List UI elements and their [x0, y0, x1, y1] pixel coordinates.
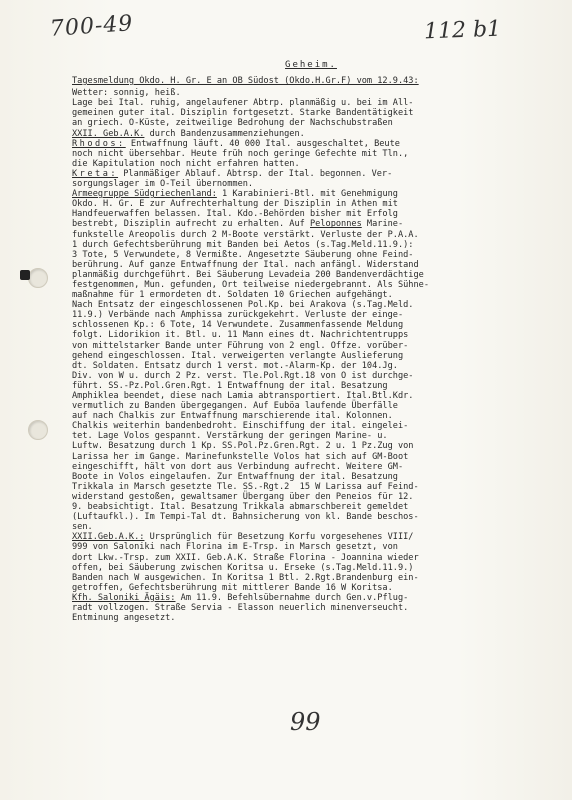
report-line-text: 3 Tote, 5 Verwundete, 8 Vermißte. Angesetzte Säuberung ohne Feind-	[72, 249, 414, 260]
report-line-text: gemeinen guter ital. Disziplin fortgesetzt. Starke Bandentätigkeit	[72, 108, 414, 119]
report-line	[72, 108, 550, 118]
report-line	[72, 593, 550, 603]
report-line-text: von mittelstarker Bande unter Führung von 2 engl. Offze. vorüber-	[72, 340, 409, 351]
report-line	[72, 472, 550, 482]
report-line	[72, 431, 550, 441]
report-line-text: Handfeuerwaffen belassen. Ital. Kdo.-Behörden bisher mit Erfolg	[72, 209, 398, 220]
report-line	[72, 219, 550, 229]
report-line-text: führt. SS.-Pz.Pol.Gren.Rgt. 1 Entwaffnung der ital. Besatzung	[72, 380, 388, 391]
report-line-text: 9. beabsichtigt. Ital. Besatzung Trikkala abmarschbereit gemeldet	[72, 502, 409, 513]
report-line-text: 999 von Saloniki nach Florina im E-Trsp. in Marsch gesetzt, von	[72, 542, 398, 553]
report-line-text: Boote in Volos eingelaufen. Zur Entwaffnung der ital. Besatzung	[72, 471, 398, 482]
report-line	[72, 129, 550, 139]
report-line	[72, 330, 550, 340]
report-line-text: XXII. Geb.A.K.	[72, 128, 145, 139]
report-line	[72, 270, 550, 280]
report-line	[72, 553, 550, 563]
report-line-text: Amphiklea beendet, diese nach Lamia abtransportiert. Ital.Btl.Kdr.	[72, 391, 414, 401]
handwritten-folio-number: 112 b1	[423, 16, 502, 45]
report-line-text: festgenommen, Mun. gefunden, Ort teilweise niedergebrannt. Als Sühne-	[72, 279, 429, 290]
report-line-text: Banden nach W ausgewichen. In Koritsa 1 Btl. 2.Rgt.Brandenburg ein-	[72, 572, 419, 583]
report-line	[72, 482, 550, 492]
report-header: Tagesmeldung Okdo. H. Gr. E an OB Südost (Okdo.H.Gr.F) vom 12.9.43:	[72, 76, 419, 87]
report-line	[72, 563, 550, 573]
report-line	[72, 391, 550, 401]
report-line	[72, 603, 550, 613]
report-line	[72, 98, 550, 108]
report-line-text: dort Lkw.-Trsp. zum XXII. Geb.A.K. Straße Florina - Joannina wieder	[72, 552, 419, 563]
report-line	[72, 240, 550, 250]
report-line-text: Kfh. Saloniki Ägäis:	[72, 592, 176, 603]
report-line	[72, 310, 550, 320]
report-line-text: Larissa her im Gange. Marinefunkstelle Volos hat sich auf GM-Boot	[72, 451, 409, 462]
report-line	[72, 381, 550, 391]
report-line-text: schlossenen Kp.: 6 Tote, 14 Verwundete. Zusammenfassende Meldung	[72, 320, 404, 331]
report-line	[72, 492, 550, 502]
report-line	[72, 462, 550, 472]
handwritten-page-number: 99	[290, 708, 321, 736]
report-line	[72, 199, 550, 209]
report-line	[72, 250, 550, 260]
report-line	[72, 341, 550, 351]
report-line-text: offen, bei Säuberung zwischen Koritsa u. Erseke (s.Tag.Meld.11.9.)	[72, 562, 414, 573]
report-line	[72, 159, 550, 169]
typed-report	[72, 60, 550, 623]
report-line-text: die Kapitulation noch nicht erfahren hatten.	[72, 158, 300, 169]
report-line	[72, 169, 550, 179]
report-line-text: planmäßig durchgeführt. Bei Säuberung Levadeia 200 Bandenverdächtige	[72, 269, 424, 280]
report-line	[72, 290, 550, 300]
report-line-text: Am 11.9. Befehlsübernahme durch Gen.v.Pflug-	[175, 592, 409, 603]
report-line-text: gehend eingeschlossen. Ital. verweigerten verlangte Auslieferung	[72, 350, 404, 361]
report-line	[72, 280, 550, 290]
classification-heading: Geheim.	[285, 60, 337, 70]
report-line-text: Lage bei Ital. ruhig, angelaufener Abtrp. planmäßig u. bei im All-	[72, 98, 414, 109]
report-line-text: dt. Soldaten. Entsatz durch 1 verst. mot.-Alarm-Kp. der 104.Jg.	[72, 360, 398, 371]
report-line	[72, 421, 550, 431]
report-line-text: 1 Karabinieri-Btl. mit Genehmigung	[216, 189, 398, 200]
report-line-text: Entminung angesetzt.	[72, 613, 176, 624]
report-line-text: noch nicht übersehbar. Heute früh noch geringe Gefechte mit Tln.,	[72, 148, 409, 159]
report-line	[72, 320, 550, 330]
report-line-text: Okdo. H. Gr. E zur Aufrechterhaltung der Disziplin in Athen mit	[72, 199, 398, 210]
punch-hole	[28, 268, 48, 288]
report-line	[72, 613, 550, 623]
report-line-text: Wetter: sonnig, heiß.	[72, 88, 181, 99]
report-line	[72, 260, 550, 270]
report-line-text: an griech. O-Küste, zeitweilige Bedrohung der Nachschubstraßen	[72, 118, 393, 129]
report-line-text: maßnahme für 1 ermordeten dt. Soldaten 10 Griechen aufgehängt.	[72, 290, 393, 301]
binder-mark	[20, 270, 30, 280]
report-line-text: Div. von W u. durch 2 Pz. verst. Tle.Pol.Rgt.18 von O ist durchge-	[72, 370, 414, 381]
report-line	[72, 573, 550, 583]
punch-hole	[28, 420, 48, 440]
report-line	[72, 452, 550, 462]
report-line-text: radt vollzogen. Straße Servia - Elasson neuerlich minenverseucht.	[72, 602, 409, 613]
report-line	[72, 179, 550, 189]
report-line-text: vermutlich zu Banden übergegangen. Auf Euböa laufende Überfälle	[72, 401, 398, 412]
report-line-text: Luftw. Besatzung durch 1 Kp. SS.Pol.Pz.Gren.Rgt. 2 u. 1 Pz.Zug von	[72, 441, 414, 452]
report-line	[72, 411, 550, 421]
report-line	[72, 118, 550, 128]
report-line	[72, 583, 550, 593]
report-line-text: Peloponnes	[310, 219, 362, 230]
report-line	[72, 502, 550, 512]
report-line-text: Marine-	[361, 219, 404, 230]
report-line	[72, 361, 550, 371]
report-line	[72, 300, 550, 310]
report-line-text: getroffen, Gefechtsberührung mit mittlerer Bande 16 W Koritsa.	[72, 582, 393, 593]
report-line-text: Chalkis weiterhin bandenbedroht. Einschiffung der ital. eingelei-	[72, 421, 409, 432]
report-line	[72, 542, 550, 552]
report-line	[72, 230, 550, 240]
report-line	[72, 532, 550, 542]
report-line-text: tet. Lage Volos gespannt. Verstärkung der geringen Marine- u.	[72, 431, 388, 442]
report-line	[72, 149, 550, 159]
report-line-text: durch Bandenzusammenziehungen.	[144, 128, 305, 139]
report-line-text: auf nach Chalkis zur Entwaffnung marschierende ital. Kolonnen.	[72, 411, 393, 422]
report-line-text: folgt. Lidorikion it. Btl. u. 11 Mann eines dt. Nachrichtentrupps	[72, 330, 409, 341]
report-line-text: berührung. Auf ganze Entwaffnung der Ital. nach anfängl. Widerstand	[72, 259, 419, 270]
report-line-text: 11.9.) Verbände nach Amphissa zurückgekehrt. Verluste der einge-	[72, 310, 404, 321]
report-line-text: Entwaffnung läuft. 40 000 Ital. ausgeschaltet, Beute	[125, 138, 400, 149]
report-line-text: Rhodos:	[72, 138, 126, 149]
report-line-text: Kreta:	[72, 168, 119, 179]
report-line-text: sen.	[72, 522, 93, 533]
report-line-text: widerstand gestoßen, gewaltsamer Übergang über den Peneios für 12.	[72, 491, 414, 502]
report-line	[72, 189, 550, 199]
report-line-text: (Luftaufkl.). Im Tempi-Tal dt. Bahnsicherung von kl. Bande beschos-	[72, 512, 419, 523]
report-body	[72, 88, 550, 623]
report-line	[72, 522, 550, 532]
report-line-text: funkstelle Areopolis durch 2 M-Boote verstärkt. Verluste der P.A.A.	[72, 229, 419, 240]
report-line-text: eingeschifft, hält von dort aus Verbindung aufrecht. Weitere GM-	[72, 461, 404, 472]
report-line-text: bestrebt, Disziplin aufrecht zu erhalten. Auf	[72, 219, 310, 230]
report-line-text: Planmäßiger Ablauf. Abtrsp. der Ital. begonnen. Ver-	[118, 168, 393, 179]
report-line	[72, 209, 550, 219]
report-line	[72, 401, 550, 411]
report-line-text: 1 durch Gefechtsberührung mit Banden bei Aetos (s.Tag.Meld.11.9.):	[72, 239, 414, 250]
report-line-text: Armeegruppe Südgriechenland:	[72, 189, 217, 200]
report-line	[72, 371, 550, 381]
report-line-text: Ursprünglich für Besetzung Korfu vorgesehenes VIII/	[144, 532, 414, 543]
report-line	[72, 139, 550, 149]
report-line-text: sorgungslager im O-Teil übernommen.	[72, 179, 254, 190]
report-line-text: Nach Entsatz der eingeschlossenen Pol.Kp. bei Arakova (s.Tag.Meld.	[72, 300, 414, 311]
report-line	[72, 88, 550, 98]
report-line	[72, 441, 550, 451]
handwritten-reference: 700-49	[49, 11, 135, 42]
report-line	[72, 512, 550, 522]
report-line	[72, 351, 550, 361]
report-line-text: XXII.Geb.A.K.:	[72, 532, 145, 543]
report-line-text: Trikkala in Marsch gesetzte Tle. SS.-Rgt.2 15 W Larissa auf Feind-	[72, 481, 419, 492]
